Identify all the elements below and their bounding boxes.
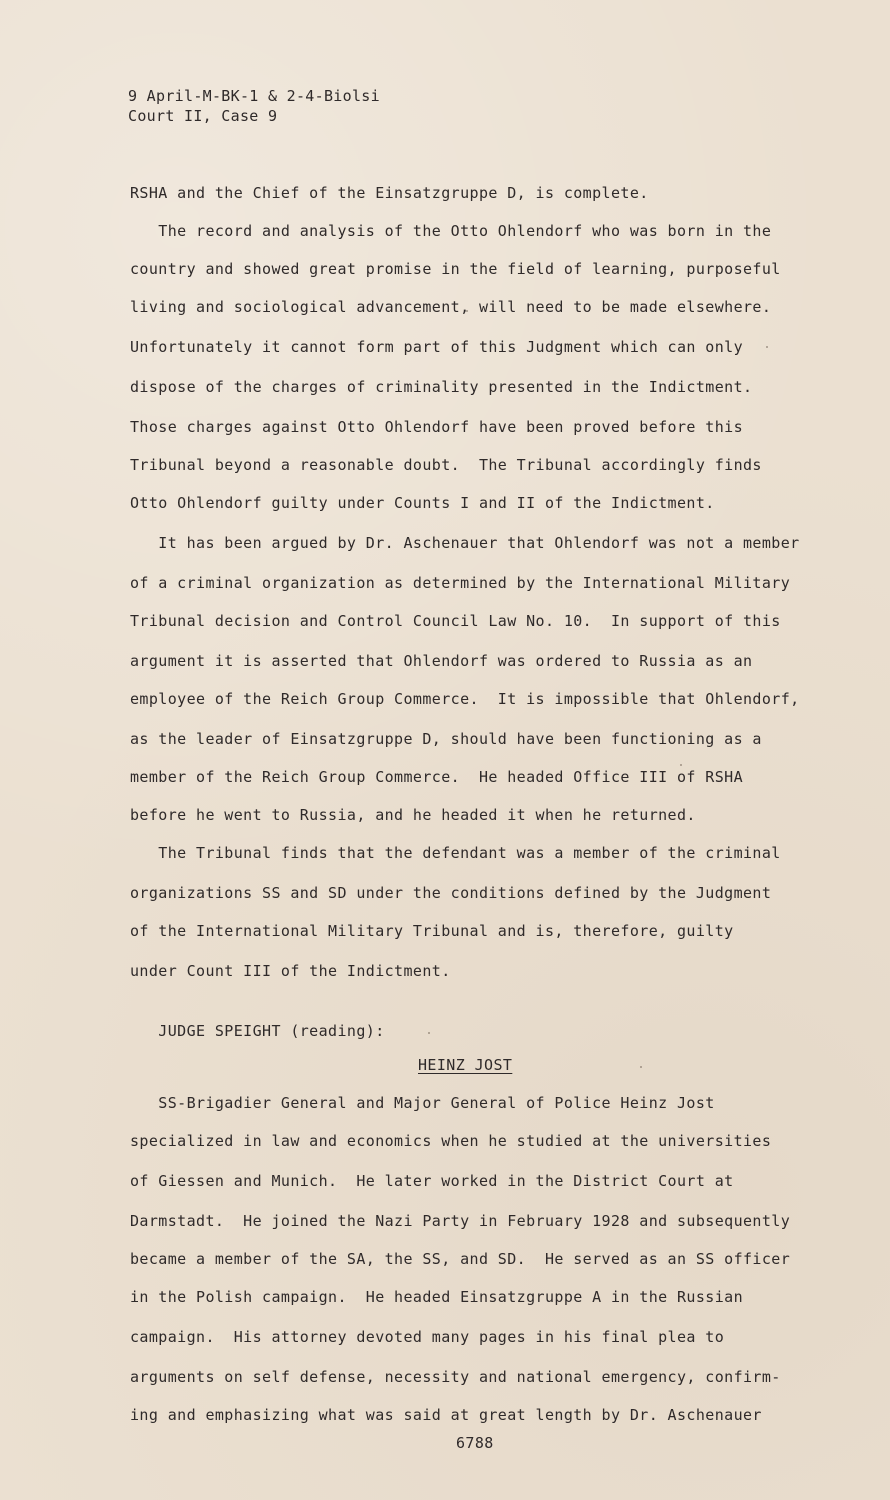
text-line: Darmstadt. He joined the Nazi Party in February 1928 and subsequently [130,1212,791,1230]
text-line: specialized in law and economics when he studied at the universities [130,1132,772,1150]
text-line: SS-Brigadier General and Major General of Police Heinz Jost [130,1094,715,1112]
text-line: of Giessen and Munich. He later worked in the District Court at [130,1172,734,1190]
text-line: argument it is asserted that Ohlendorf was ordered to Russia as an [130,652,753,670]
text-line: of the International Military Tribunal and is, therefore, guilty [130,922,734,940]
text-line: living and sociological advancement, will need to be made elsewhere. [130,298,772,316]
text-line: organizations SS and SD under the conditions defined by the Judgment [130,884,772,902]
paper-speck [428,1032,430,1034]
text-line: RSHA and the Chief of the Einsatzgruppe D, is complete. [130,184,649,202]
text-line: as the leader of Einsatzgruppe D, should have been functioning as a [130,730,762,748]
text-line: ing and emphasizing what was said at great length by Dr. Aschenauer [130,1406,762,1424]
text-line: Otto Ohlendorf guilty under Counts I and II of the Indictment. [130,494,715,512]
text-line: campaign. His attorney devoted many pages in his final plea to [130,1328,725,1346]
header-reference-line: 9 April-M-BK-1 & 2-4-Biolsi [128,87,380,105]
text-line: dispose of the charges of criminality presented in the Indictment. [130,378,753,396]
text-line: before he went to Russia, and he headed it when he returned. [130,806,696,824]
document-header [128,86,380,126]
paper-speck [680,764,682,766]
section-heading-name: HEINZ JOST [418,1056,513,1074]
text-line: arguments on self defense, necessity and national emergency, confirm- [130,1368,781,1386]
text-line: The record and analysis of the Otto Ohlendorf who was born in the [130,222,772,240]
text-line: It has been argued by Dr. Aschenauer that Ohlendorf was not a member [130,534,800,552]
paper-speck [640,1066,642,1068]
text-line: Tribunal beyond a reasonable doubt. The Tribunal accordingly finds [130,456,762,474]
text-line: Those charges against Otto Ohlendorf have been proved before this [130,418,743,436]
text-line: in the Polish campaign. He headed Einsatzgruppe A in the Russian [130,1288,743,1306]
paper-speck [466,310,468,312]
page-number: 6788 [456,1434,494,1452]
text-line: member of the Reich Group Commerce. He headed Office III of RSHA [130,768,743,786]
text-line: of a criminal organization as determined by the International Military [130,574,791,592]
speaker-line: JUDGE SPEIGHT (reading): [130,1022,385,1040]
text-line: became a member of the SA, the SS, and SD. He served as an SS officer [130,1250,791,1268]
header-court-line: Court II, Case 9 [128,107,278,125]
text-line: under Count III of the Indictment. [130,962,451,980]
text-line: country and showed great promise in the field of learning, purposeful [130,260,781,278]
text-line: The Tribunal finds that the defendant was a member of the criminal [130,844,781,862]
text-line: Tribunal decision and Control Council Law No. 10. In support of this [130,612,781,630]
text-line: Unfortunately it cannot form part of this Judgment which can only [130,338,743,356]
paper-speck [766,346,768,348]
text-line: employee of the Reich Group Commerce. It is impossible that Ohlendorf, [130,690,800,708]
